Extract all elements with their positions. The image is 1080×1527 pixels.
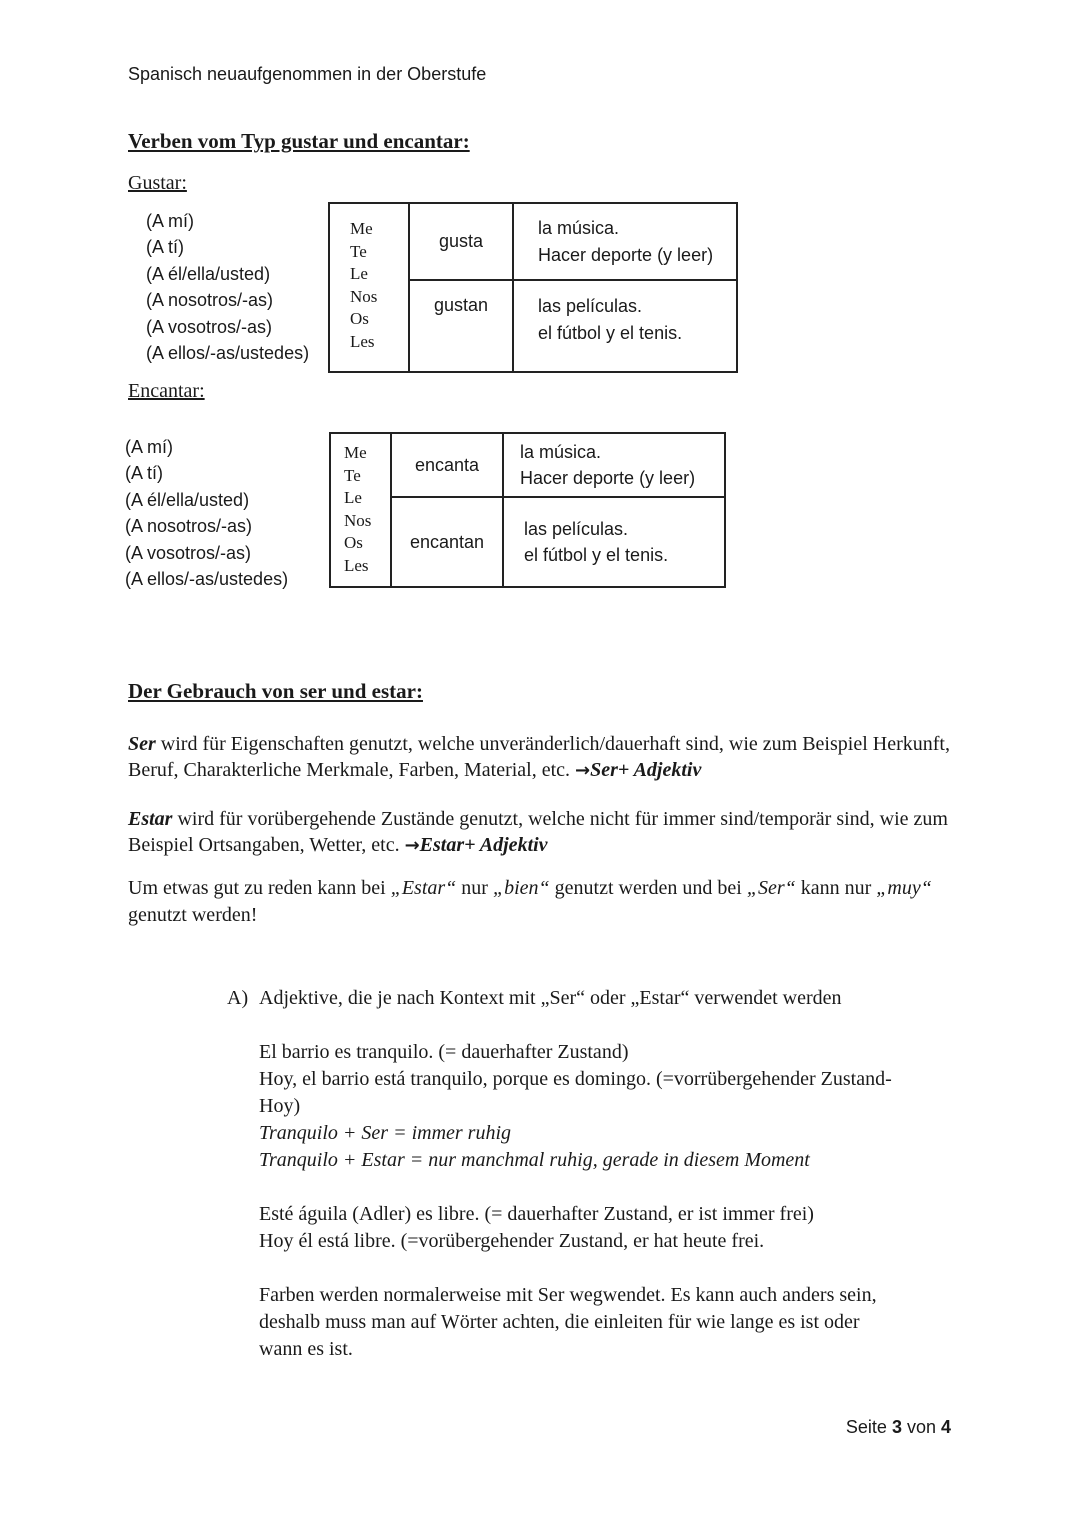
pronoun-phrase: (A él/ella/usted) [125,489,250,510]
gustar-verb-plural: gustan [409,280,513,372]
arrow-icon: → [575,760,591,781]
subtitle-gustar: Gustar: [128,172,187,194]
encantar-conjugation-table [329,432,726,588]
pronoun-phrase: (A vosotros/-as) [125,542,252,563]
encantar-verb-singular: encanta [391,433,503,497]
gustar-objects-singular: la música. Hacer deporte (y leer) [513,203,737,280]
estar-term: Estar [128,808,173,830]
gustar-pronoun-column: Me Te Le Nos Os Les [329,203,409,372]
pronoun-phrase: (A nosotros/-as) [146,290,274,311]
running-header: Spanisch neuaufgenommen in der Oberstufe [128,64,487,84]
ser-term: Ser [128,733,156,755]
good-usage-note: Um etwas gut zu reden kann bei „Estar“ nur „bien“ genutzt werden und bei „Ser“ kann nur „muy“ genutzt werden! [128,877,932,926]
gustar-objects-plural: las películas. el fútbol y el tenis. [513,280,737,372]
arrow-icon: → [404,835,420,856]
estar-paragraph: Estar wird für vorübergehende Zustände genutzt, welche nicht für immer sind/temporär sind, wie zum Beispiel Ortsangaben, Wetter, etc. →Estar+ Adjektiv [128,808,948,856]
subtitle-encantar: Encantar: [128,380,205,402]
pronoun-phrase: (A mí) [146,211,194,231]
list-a-heading: Adjektive, die je nach Kontext mit „Ser“ oder „Estar“ verwendet werden [259,987,842,1009]
page-number: Seite 3 von 4 [845,1417,951,1437]
gustar-verb-singular: gusta [409,203,513,280]
pronoun-phrase: (A vosotros/-as) [146,316,273,337]
encantar-objects-plural: las películas. el fútbol y el tenis. [503,497,725,587]
example-tranquilo: El barrio es tranquilo. (= dauerhafter Zustand) Hoy, el barrio está tranquilo, porque es domingo. (=vorrübergehender Zustand- Hoy) Tranquilo + Ser = immer ruhig Tranquilo + Estar = nur manchmal ruhig, gerade in diesem Moment [259,1041,892,1171]
estar-formula: Estar+ Adjektiv [419,834,548,856]
colors-note: Farben werden normalerweise mit Ser wegwendet. Es kann auch anders sein, deshalb muss man auf Wörter achten, die einleiten für wie lange es ist oder wann es ist. [259,1284,877,1360]
section-title-gustar: Verben vom Typ gustar und encantar: [128,129,470,153]
encantar-pronoun-column: Me Te Le Nos Os Les [330,433,391,587]
ser-formula: Ser+ Adjektiv [590,759,702,781]
section-title-ser-estar: Der Gebrauch von ser und estar: [128,679,423,703]
gustar-conjugation-table [328,202,738,373]
pronoun-phrase: (A nosotros/-as) [125,516,253,537]
encantar-verb-plural: encantan [391,497,503,587]
ser-paragraph: Ser wird für Eigenschaften genutzt, welche unveränderlich/dauerhaft sind, wie zum Beispiel Herkunft, Beruf, Charakterliche Merkmale, Farben, Material, etc. →Ser+ Adjektiv [128,733,950,781]
pronoun-phrase: (A ellos/-as/ustedes) [125,569,289,590]
encantar-objects-singular: la música. Hacer deporte (y leer) [503,433,725,497]
pronoun-phrase: (A tí) [125,463,164,484]
pronoun-phrase: (A mí) [125,437,173,457]
pronoun-phrase: (A él/ella/usted) [146,263,271,284]
example-libre: Esté águila (Adler) es libre. (= dauerhafter Zustand, er ist immer frei) Hoy él está libre. (=vorübergehender Zustand, er hat heute frei. [259,1203,814,1252]
encantar-pronoun-phrases [125,434,288,592]
gustar-pronoun-phrases [146,208,309,366]
pronoun-phrase: (A ellos/-as/ustedes) [146,343,310,364]
list-marker-a: A) [227,987,249,1009]
pronoun-phrase: (A tí) [146,237,185,258]
